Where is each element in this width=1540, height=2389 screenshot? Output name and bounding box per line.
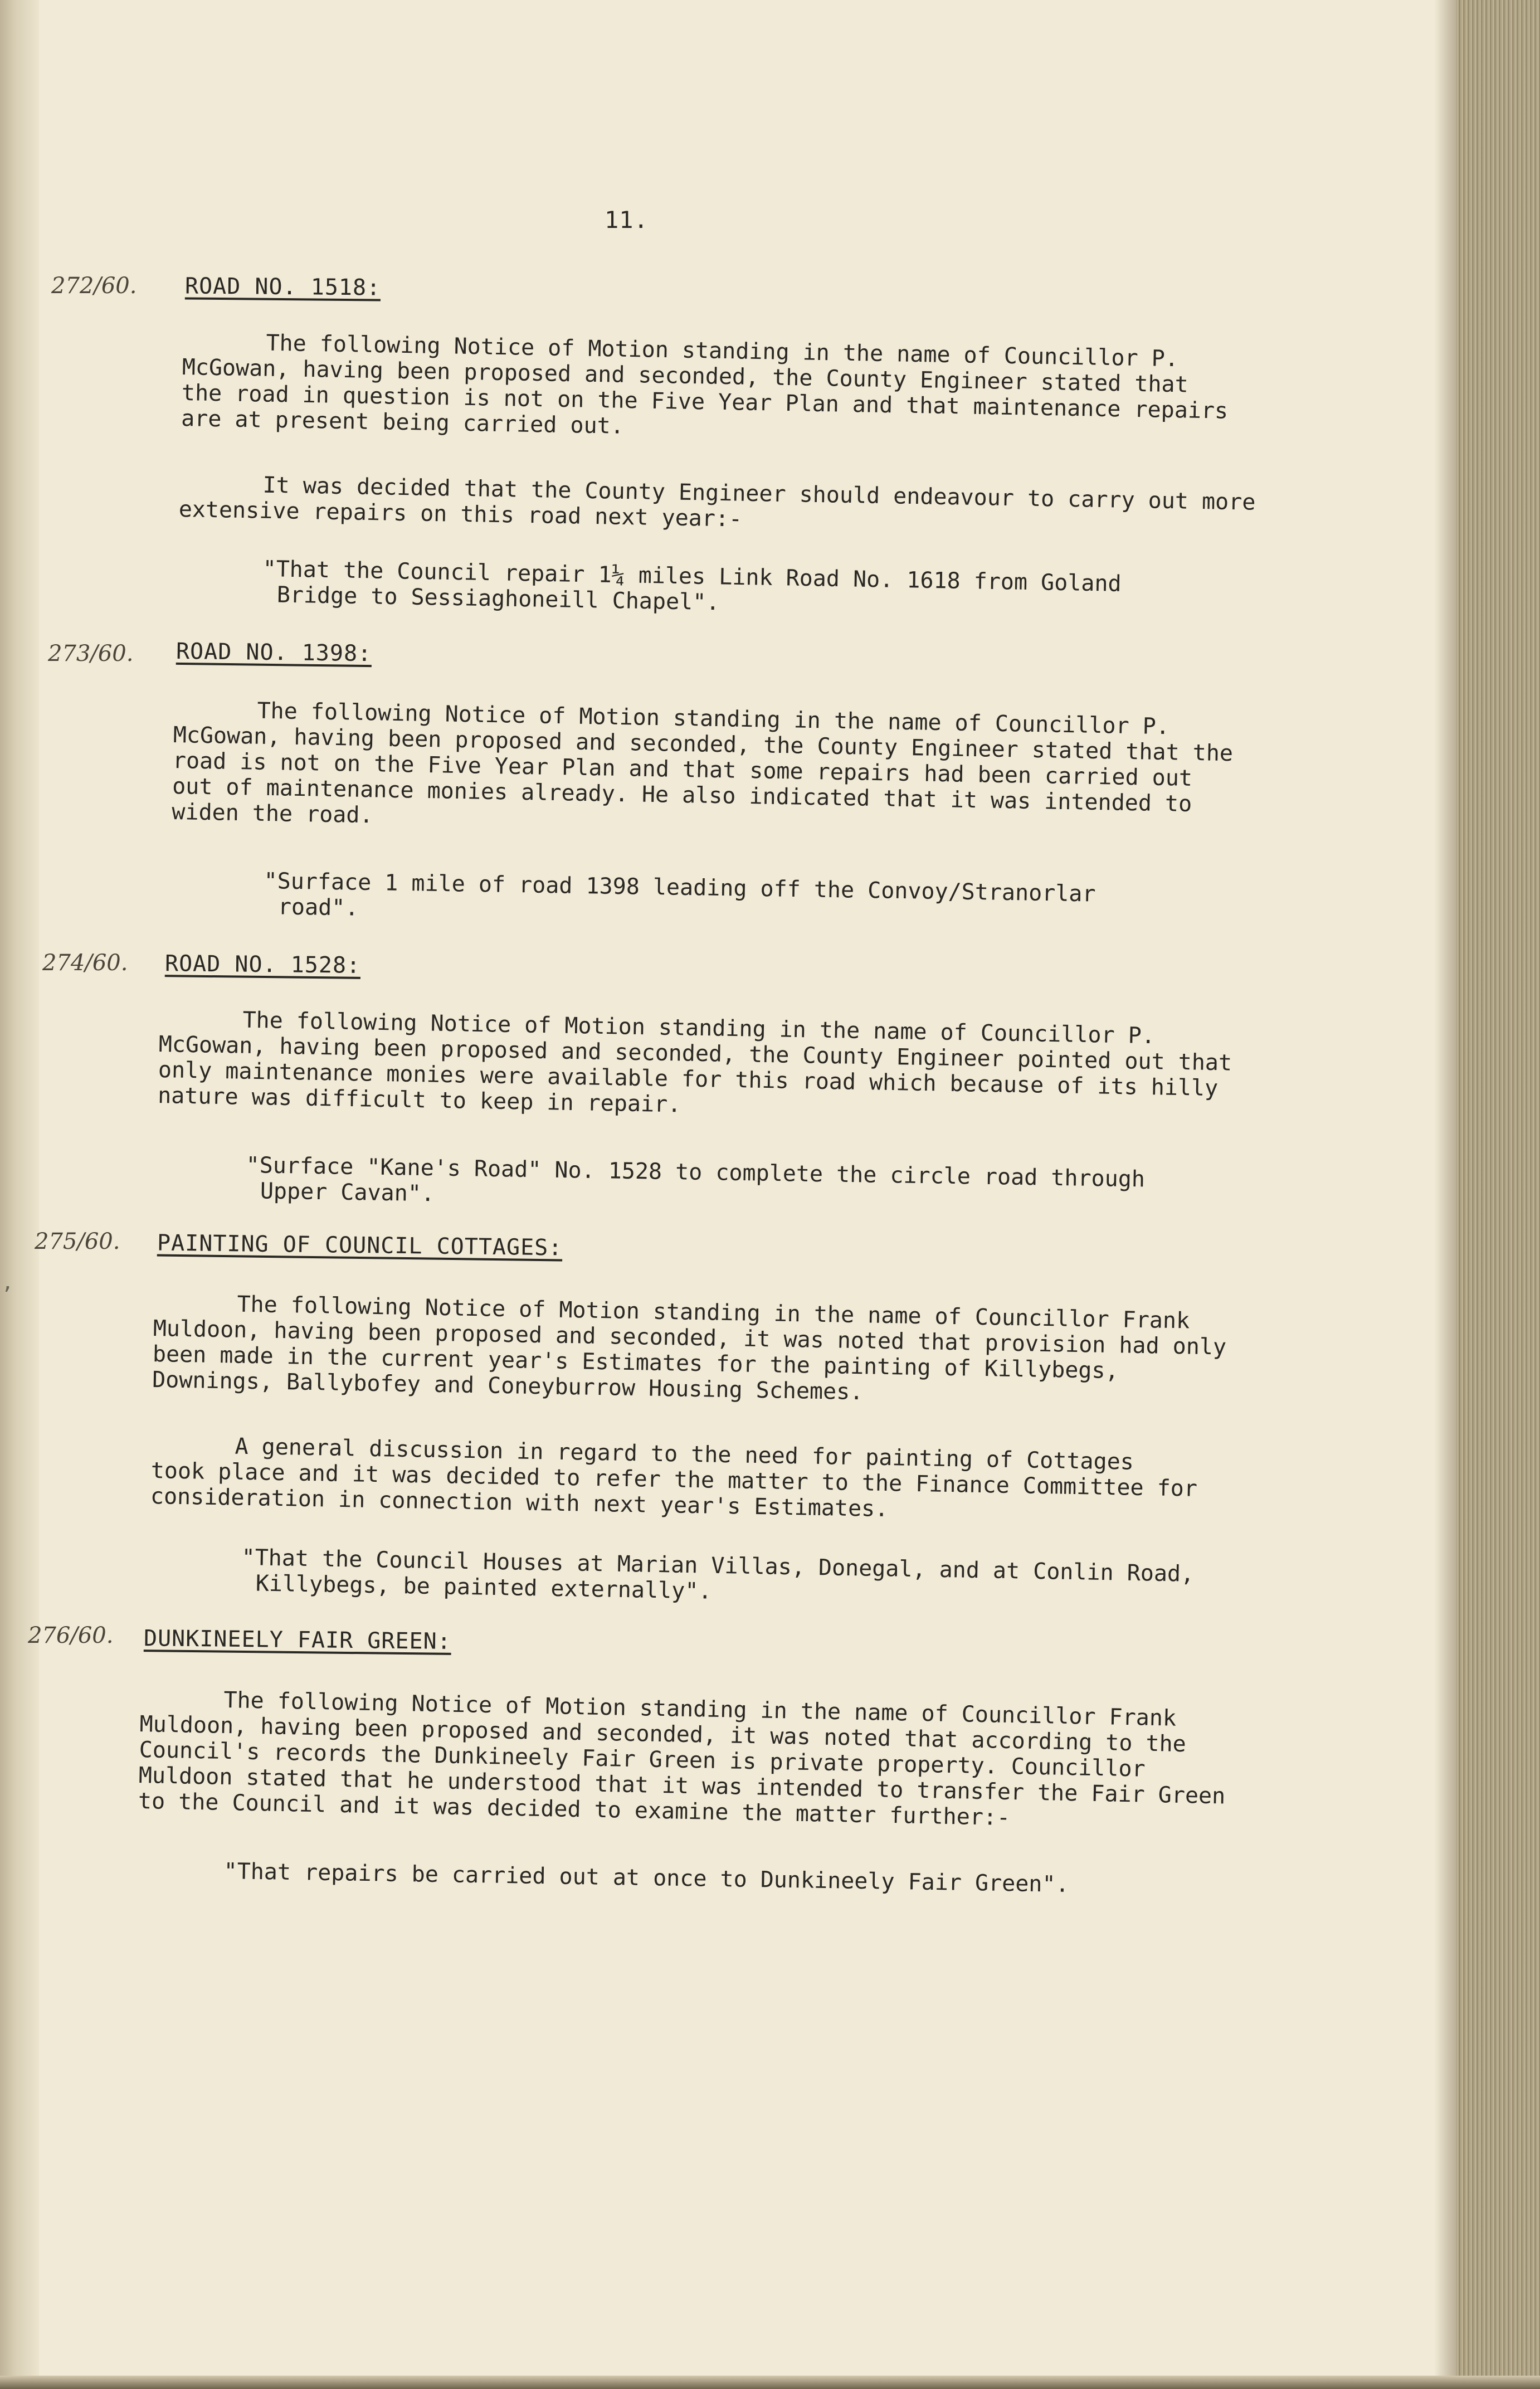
motion-quote: "That repairs be carried out at once to Dunkineely Fair Green". <box>223 1858 1069 1897</box>
item-heading: PAINTING OF COUNCIL COTTAGES: <box>157 1230 563 1261</box>
motion-quote: "That the Council repair 1¼ miles Link Road No. 1618 from Goland Bridge to Sessiaghoneill Chapel". <box>262 556 1122 616</box>
page-number: 11. <box>605 206 649 233</box>
motion-quote: "Surface 1 mile of road 1398 leading off the Convoy/Stranorlar road". <box>264 868 1096 921</box>
motion-quote: "Surface "Kane's Road" No. 1528 to complete the circle road through Upper Cavan". <box>246 1152 1146 1207</box>
item-paragraph: The following Notice of Motion standing in the name of Councillor Frank Muldoon, having been proposed and seconded, it was noted that according to the Council's records the Dunkineely Fair Green is private property. Councillor Muldoon stated that he understood that it was intended to transfer the Fair Green to the Council and it was decided to examine the matter further:- <box>138 1687 1226 1831</box>
item-heading: ROAD NO. 1398: <box>176 638 372 667</box>
item-heading: DUNKINEELY FAIR GREEN: <box>143 1626 452 1655</box>
book-page-edges <box>1456 0 1540 2389</box>
item-paragraph: It was decided that the County Engineer should endeavour to carry out more extensive repairs on this road next year:- <box>178 472 1256 532</box>
margin-tick-mark: ’ <box>3 1282 11 1310</box>
item-number: 275/60. <box>35 1229 120 1254</box>
item-paragraph: The following Notice of Motion standing in the name of Councillor P. McGowan, having been proposed and seconded, the County Engineer stated that the road is not on the Five Year Plan and that some repairs had been carried out out of maintenance monies already. He also indicated that it was intended to widen the road. <box>171 698 1234 829</box>
item-number: 273/60. <box>48 641 134 666</box>
item-paragraph: A general discussion in regard to the need for painting of Cottages took place and it was decided to refer the matter to the Finance Committee for consideration in connection with next year's Estimates. <box>150 1433 1198 1522</box>
item-heading: ROAD NO. 1528: <box>164 951 361 979</box>
page-bottom-edge <box>0 2376 1540 2389</box>
motion-quote: "That the Council Houses at Marian Villas, Donegal, and at Conlin Road, Killybegs, be painted externally". <box>241 1545 1195 1604</box>
item-paragraph: The following Notice of Motion standing in the name of Councillor Frank Muldoon, having been proposed and seconded, it was noted that provision had only been made in the current year's Estimates for the painting of Killybegs, Downings, Ballybofey and Coneyburrow Housing Schemes. <box>152 1291 1227 1405</box>
item-number: 272/60. <box>51 273 137 299</box>
item-number: 276/60. <box>28 1623 114 1648</box>
item-paragraph: The following Notice of Motion standing in the name of Councillor P. McGowan, having been proposed and seconded, the County Engineer pointed out that only maintenance monies were available for this road which because of its hilly nature was difficult to keep in repair. <box>157 1007 1232 1118</box>
item-number: 274/60. <box>42 950 128 976</box>
item-heading: ROAD NO. 1518: <box>184 273 381 301</box>
item-paragraph: The following Notice of Motion standing in the name of Councillor P. McGowan, having been proposed and seconded, the County Engineer stated that the road in question is not on the Five Year Plan and that maintenance repairs are at present being carried out. <box>181 330 1229 439</box>
